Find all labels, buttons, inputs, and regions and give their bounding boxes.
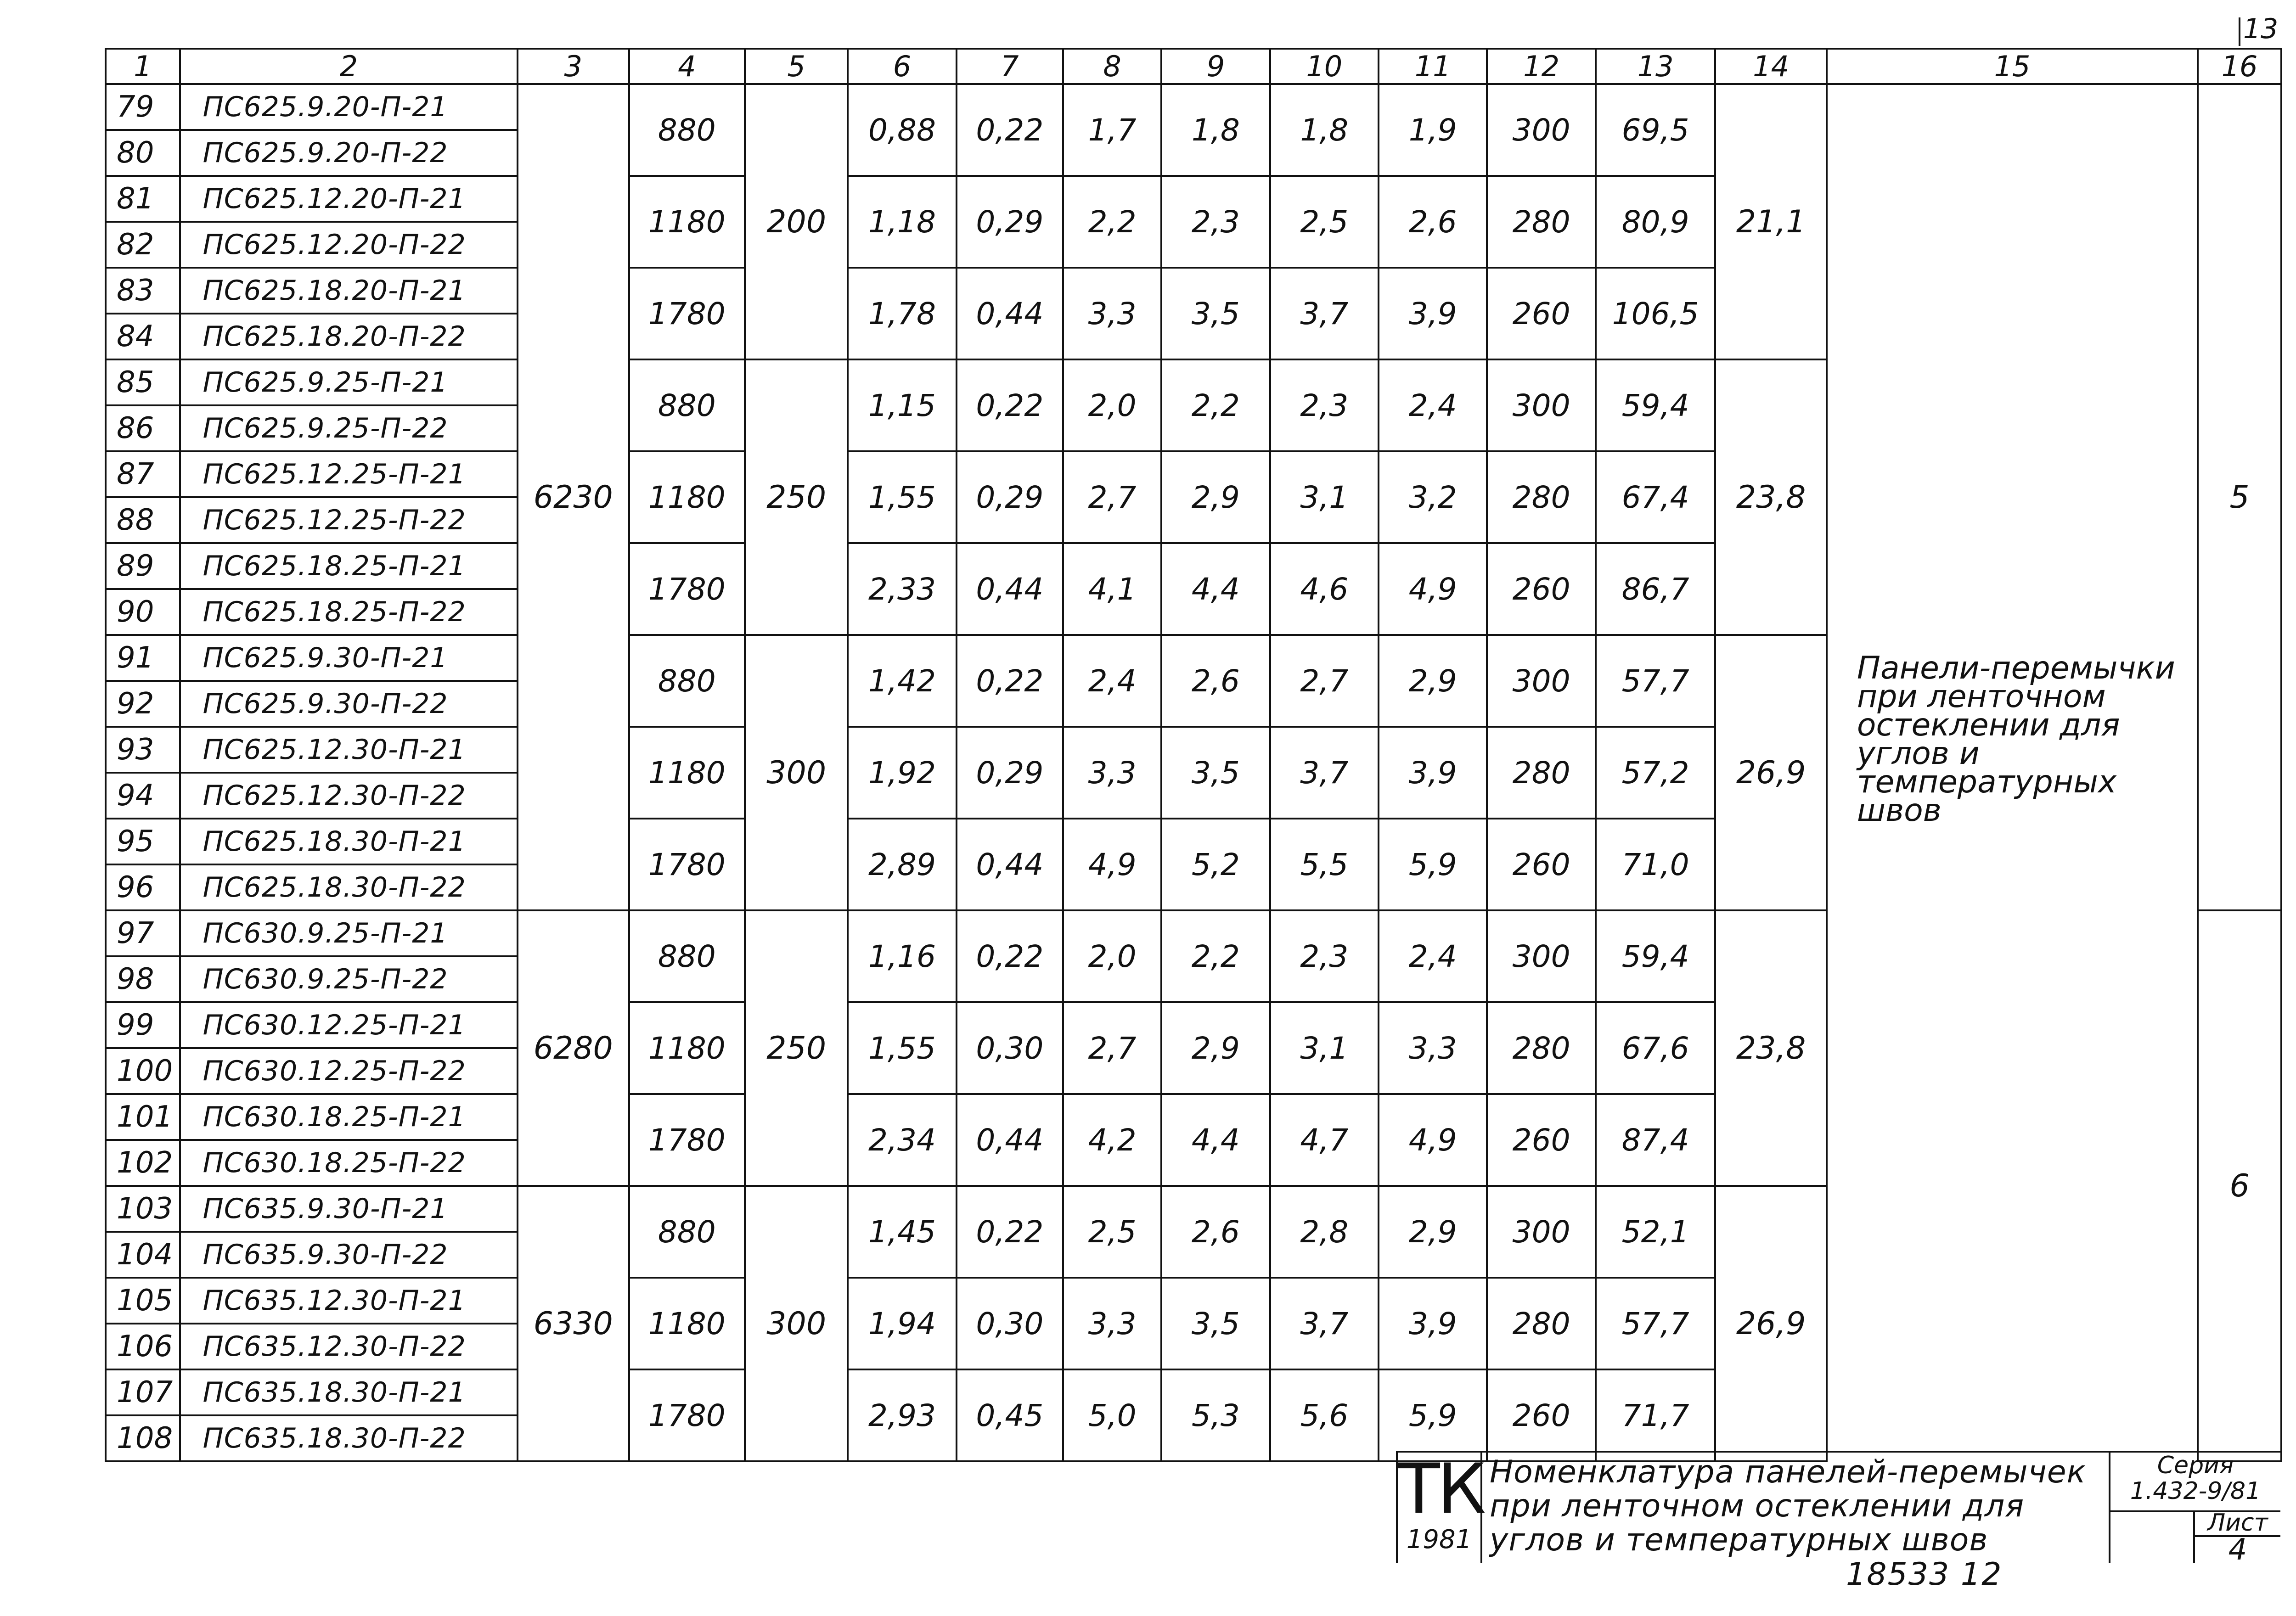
row-number: 102 bbox=[106, 1140, 180, 1186]
column-header-3: 3 bbox=[518, 49, 629, 84]
column-header-4: 4 bbox=[629, 49, 745, 84]
value-c6: 1,15 bbox=[848, 359, 956, 451]
panel-mark: ПС635.9.30-П-22 bbox=[180, 1232, 518, 1278]
description-cell: Панели-перемычки при ленточном остеклении для углов и температурных швов bbox=[1827, 84, 2198, 1461]
value-c6: 0,88 bbox=[848, 84, 956, 176]
height-value: 250 bbox=[745, 359, 848, 635]
panel-mark: ПС635.12.30-П-22 bbox=[180, 1324, 518, 1369]
row-number: 90 bbox=[106, 589, 180, 635]
value-c12: 300 bbox=[1487, 1186, 1595, 1278]
value-c12: 280 bbox=[1487, 1002, 1595, 1094]
value-c7: 0,22 bbox=[957, 1186, 1063, 1278]
value-c12: 300 bbox=[1487, 635, 1595, 727]
value-c13: 106,5 bbox=[1596, 268, 1716, 359]
series-cell bbox=[2109, 1453, 2280, 1512]
panel-mark: ПС625.12.20-П-21 bbox=[180, 176, 518, 222]
header-row bbox=[106, 49, 2281, 84]
panel-mark: ПС625.9.25-П-22 bbox=[180, 405, 518, 451]
note-value: 5 bbox=[2198, 84, 2281, 910]
row-number: 87 bbox=[106, 451, 180, 497]
value-c10: 2,3 bbox=[1270, 910, 1379, 1002]
panel-mark: ПС625.12.30-П-21 bbox=[180, 727, 518, 773]
value-c12: 260 bbox=[1487, 1094, 1595, 1186]
value-c6: 1,55 bbox=[848, 451, 956, 543]
series-value: 1.432-9/81 bbox=[2130, 1477, 2261, 1505]
width-value: 880 bbox=[629, 359, 745, 451]
panel-mark: ПС630.12.25-П-22 bbox=[180, 1048, 518, 1094]
value-c13: 59,4 bbox=[1596, 910, 1716, 1002]
value-c8: 4,1 bbox=[1063, 543, 1161, 635]
value-c10: 3,1 bbox=[1270, 1002, 1379, 1094]
row-number: 88 bbox=[106, 497, 180, 543]
value-c8: 3,3 bbox=[1063, 727, 1161, 819]
value-c14: 21,1 bbox=[1715, 84, 1826, 359]
column-header-14: 14 bbox=[1715, 49, 1826, 84]
column-header-10: 10 bbox=[1270, 49, 1379, 84]
value-c11: 2,4 bbox=[1379, 910, 1487, 1002]
value-c9: 1,8 bbox=[1161, 84, 1270, 176]
panel-mark: ПС635.18.30-П-21 bbox=[180, 1369, 518, 1415]
column-header-7: 7 bbox=[957, 49, 1063, 84]
value-c10: 4,6 bbox=[1270, 543, 1379, 635]
value-c10: 5,5 bbox=[1270, 819, 1379, 910]
value-c12: 260 bbox=[1487, 819, 1595, 910]
table-row bbox=[106, 84, 2281, 130]
column-header-11: 11 bbox=[1379, 49, 1487, 84]
value-c11: 1,9 bbox=[1379, 84, 1487, 176]
value-c11: 2,4 bbox=[1379, 359, 1487, 451]
value-c7: 0,44 bbox=[957, 819, 1063, 910]
value-c6: 2,89 bbox=[848, 819, 956, 910]
value-c9: 2,3 bbox=[1161, 176, 1270, 268]
value-c14: 26,9 bbox=[1715, 635, 1826, 910]
value-c6: 1,18 bbox=[848, 176, 956, 268]
value-c11: 3,3 bbox=[1379, 1002, 1487, 1094]
value-c9: 5,3 bbox=[1161, 1369, 1270, 1461]
column-header-13: 13 bbox=[1596, 49, 1716, 84]
row-number: 85 bbox=[106, 359, 180, 405]
width-value: 1780 bbox=[629, 819, 745, 910]
value-c9: 2,6 bbox=[1161, 1186, 1270, 1278]
value-c10: 2,7 bbox=[1270, 635, 1379, 727]
value-c8: 3,3 bbox=[1063, 1278, 1161, 1369]
value-c8: 2,7 bbox=[1063, 1002, 1161, 1094]
row-number: 91 bbox=[106, 635, 180, 681]
width-value: 1780 bbox=[629, 543, 745, 635]
row-number: 104 bbox=[106, 1232, 180, 1278]
value-c8: 4,9 bbox=[1063, 819, 1161, 910]
row-number: 84 bbox=[106, 314, 180, 359]
value-c6: 1,16 bbox=[848, 910, 956, 1002]
value-c11: 2,9 bbox=[1379, 1186, 1487, 1278]
value-c11: 2,9 bbox=[1379, 635, 1487, 727]
value-c10: 3,7 bbox=[1270, 1278, 1379, 1369]
value-c9: 2,2 bbox=[1161, 359, 1270, 451]
value-c8: 2,7 bbox=[1063, 451, 1161, 543]
row-number: 108 bbox=[106, 1415, 180, 1461]
value-c13: 59,4 bbox=[1596, 359, 1716, 451]
value-c11: 4,9 bbox=[1379, 543, 1487, 635]
row-number: 105 bbox=[106, 1278, 180, 1324]
value-c11: 3,2 bbox=[1379, 451, 1487, 543]
length-value: 6280 bbox=[518, 910, 629, 1186]
value-c11: 3,9 bbox=[1379, 1278, 1487, 1369]
document-title: Номенклатура панелей-перемычек при ленточном остеклении для углов и температурных швов bbox=[1490, 1454, 2086, 1558]
value-c12: 300 bbox=[1487, 84, 1595, 176]
width-value: 1780 bbox=[629, 1369, 745, 1461]
value-c10: 5,6 bbox=[1270, 1369, 1379, 1461]
row-number: 80 bbox=[106, 130, 180, 176]
width-value: 1780 bbox=[629, 1094, 745, 1186]
value-c13: 67,6 bbox=[1596, 1002, 1716, 1094]
series-label: Серия bbox=[2157, 1452, 2234, 1479]
sheet-number-rule bbox=[2239, 17, 2240, 46]
height-value: 200 bbox=[745, 84, 848, 359]
value-c10: 3,7 bbox=[1270, 727, 1379, 819]
row-number: 92 bbox=[106, 681, 180, 727]
value-c10: 3,1 bbox=[1270, 451, 1379, 543]
value-c7: 0,22 bbox=[957, 635, 1063, 727]
panel-mark: ПС630.9.25-П-22 bbox=[180, 956, 518, 1002]
nomenclature-table bbox=[105, 48, 2282, 1462]
value-c12: 260 bbox=[1487, 1369, 1595, 1461]
row-number: 98 bbox=[106, 956, 180, 1002]
value-c7: 0,22 bbox=[957, 910, 1063, 1002]
value-c10: 1,8 bbox=[1270, 84, 1379, 176]
value-c13: 52,1 bbox=[1596, 1186, 1716, 1278]
value-c13: 57,7 bbox=[1596, 1278, 1716, 1369]
value-c7: 0,44 bbox=[957, 268, 1063, 359]
row-number: 83 bbox=[106, 268, 180, 314]
panel-mark: ПС625.18.30-П-22 bbox=[180, 864, 518, 910]
length-value: 6230 bbox=[518, 84, 629, 910]
panel-mark: ПС625.12.25-П-21 bbox=[180, 451, 518, 497]
value-c9: 2,9 bbox=[1161, 451, 1270, 543]
value-c12: 280 bbox=[1487, 176, 1595, 268]
value-c9: 2,2 bbox=[1161, 910, 1270, 1002]
value-c10: 2,5 bbox=[1270, 176, 1379, 268]
value-c9: 2,9 bbox=[1161, 1002, 1270, 1094]
value-c14: 26,9 bbox=[1715, 1186, 1826, 1461]
row-number: 107 bbox=[106, 1369, 180, 1415]
value-c10: 3,7 bbox=[1270, 268, 1379, 359]
panel-mark: ПС625.9.20-П-21 bbox=[180, 84, 518, 130]
value-c6: 1,92 bbox=[848, 727, 956, 819]
value-c11: 3,9 bbox=[1379, 268, 1487, 359]
width-value: 880 bbox=[629, 910, 745, 1002]
value-c14: 23,8 bbox=[1715, 910, 1826, 1186]
value-c7: 0,30 bbox=[957, 1278, 1063, 1369]
value-c9: 4,4 bbox=[1161, 1094, 1270, 1186]
sheet-value: 4 bbox=[2193, 1537, 2280, 1563]
value-c6: 2,93 bbox=[848, 1369, 956, 1461]
width-value: 1780 bbox=[629, 268, 745, 359]
value-c8: 3,3 bbox=[1063, 268, 1161, 359]
value-c10: 4,7 bbox=[1270, 1094, 1379, 1186]
panel-mark: ПС625.12.30-П-22 bbox=[180, 773, 518, 819]
org-year: 1981 bbox=[1406, 1525, 1472, 1554]
value-c13: 57,7 bbox=[1596, 635, 1716, 727]
value-c8: 2,2 bbox=[1063, 176, 1161, 268]
column-header-16: 16 bbox=[2198, 49, 2281, 84]
panel-mark: ПС630.9.25-П-21 bbox=[180, 910, 518, 956]
column-header-12: 12 bbox=[1487, 49, 1595, 84]
value-c9: 3,5 bbox=[1161, 1278, 1270, 1369]
value-c11: 5,9 bbox=[1379, 1369, 1487, 1461]
value-c13: 80,9 bbox=[1596, 176, 1716, 268]
value-c6: 1,45 bbox=[848, 1186, 956, 1278]
value-c12: 280 bbox=[1487, 727, 1595, 819]
panel-mark: ПС625.12.25-П-22 bbox=[180, 497, 518, 543]
width-value: 1180 bbox=[629, 176, 745, 268]
panel-mark: ПС635.9.30-П-21 bbox=[180, 1186, 518, 1232]
length-value: 6330 bbox=[518, 1186, 629, 1461]
value-c7: 0,29 bbox=[957, 727, 1063, 819]
panel-mark: ПС625.18.25-П-22 bbox=[180, 589, 518, 635]
value-c7: 0,44 bbox=[957, 543, 1063, 635]
row-number: 86 bbox=[106, 405, 180, 451]
width-value: 880 bbox=[629, 84, 745, 176]
row-number: 99 bbox=[106, 1002, 180, 1048]
value-c7: 0,22 bbox=[957, 84, 1063, 176]
value-c9: 5,2 bbox=[1161, 819, 1270, 910]
row-number: 95 bbox=[106, 819, 180, 864]
value-c8: 2,5 bbox=[1063, 1186, 1161, 1278]
value-c11: 3,9 bbox=[1379, 727, 1487, 819]
value-c9: 4,4 bbox=[1161, 543, 1270, 635]
value-c13: 57,2 bbox=[1596, 727, 1716, 819]
panel-mark: ПС625.18.25-П-21 bbox=[180, 543, 518, 589]
column-header-2: 2 bbox=[180, 49, 518, 84]
panel-mark: ПС625.18.30-П-21 bbox=[180, 819, 518, 864]
row-number: 79 bbox=[106, 84, 180, 130]
table-body bbox=[106, 84, 2281, 1461]
value-c7: 0,44 bbox=[957, 1094, 1063, 1186]
value-c9: 2,6 bbox=[1161, 635, 1270, 727]
value-c7: 0,45 bbox=[957, 1369, 1063, 1461]
value-c13: 69,5 bbox=[1596, 84, 1716, 176]
row-number: 93 bbox=[106, 727, 180, 773]
value-c12: 280 bbox=[1487, 451, 1595, 543]
panel-mark: ПС630.18.25-П-21 bbox=[180, 1094, 518, 1140]
width-value: 1180 bbox=[629, 727, 745, 819]
panel-mark: ПС625.9.20-П-22 bbox=[180, 130, 518, 176]
value-c12: 260 bbox=[1487, 543, 1595, 635]
row-number: 89 bbox=[106, 543, 180, 589]
value-c7: 0,30 bbox=[957, 1002, 1063, 1094]
value-c13: 86,7 bbox=[1596, 543, 1716, 635]
value-c13: 71,0 bbox=[1596, 819, 1716, 910]
value-c9: 3,5 bbox=[1161, 727, 1270, 819]
value-c6: 2,33 bbox=[848, 543, 956, 635]
note-value: 6 bbox=[2198, 910, 2281, 1461]
column-header-1: 1 bbox=[106, 49, 180, 84]
value-c6: 1,78 bbox=[848, 268, 956, 359]
row-number: 100 bbox=[106, 1048, 180, 1094]
value-c14: 23,8 bbox=[1715, 359, 1826, 635]
value-c6: 1,42 bbox=[848, 635, 956, 727]
value-c8: 4,2 bbox=[1063, 1094, 1161, 1186]
value-c11: 2,6 bbox=[1379, 176, 1487, 268]
width-value: 1180 bbox=[629, 451, 745, 543]
value-c7: 0,22 bbox=[957, 359, 1063, 451]
value-c12: 260 bbox=[1487, 268, 1595, 359]
row-number: 96 bbox=[106, 864, 180, 910]
value-c8: 2,0 bbox=[1063, 910, 1161, 1002]
panel-mark: ПС625.9.30-П-22 bbox=[180, 681, 518, 727]
column-header-8: 8 bbox=[1063, 49, 1161, 84]
row-number: 94 bbox=[106, 773, 180, 819]
title-block bbox=[1396, 1449, 2280, 1567]
inventory-number: 18533 12 bbox=[1846, 1556, 2003, 1593]
row-number: 101 bbox=[106, 1094, 180, 1140]
height-value: 300 bbox=[745, 635, 848, 910]
panel-mark: ПС625.18.20-П-21 bbox=[180, 268, 518, 314]
width-value: 1180 bbox=[629, 1002, 745, 1094]
row-number: 82 bbox=[106, 222, 180, 268]
value-c13: 87,4 bbox=[1596, 1094, 1716, 1186]
height-value: 250 bbox=[745, 910, 848, 1186]
value-c7: 0,29 bbox=[957, 451, 1063, 543]
value-c8: 1,7 bbox=[1063, 84, 1161, 176]
row-number: 106 bbox=[106, 1324, 180, 1369]
sheet-cell bbox=[2109, 1509, 2280, 1567]
row-number: 103 bbox=[106, 1186, 180, 1232]
value-c7: 0,29 bbox=[957, 176, 1063, 268]
panel-mark: ПС625.9.30-П-21 bbox=[180, 635, 518, 681]
value-c13: 67,4 bbox=[1596, 451, 1716, 543]
value-c8: 2,4 bbox=[1063, 635, 1161, 727]
value-c9: 3,5 bbox=[1161, 268, 1270, 359]
column-header-5: 5 bbox=[745, 49, 848, 84]
column-header-15: 15 bbox=[1827, 49, 2198, 84]
value-c11: 5,9 bbox=[1379, 819, 1487, 910]
value-c12: 300 bbox=[1487, 910, 1595, 1002]
column-header-9: 9 bbox=[1161, 49, 1270, 84]
value-c13: 71,7 bbox=[1596, 1369, 1716, 1461]
width-value: 1180 bbox=[629, 1278, 745, 1369]
value-c11: 4,9 bbox=[1379, 1094, 1487, 1186]
width-value: 880 bbox=[629, 635, 745, 727]
sheet-label: Лист bbox=[2193, 1510, 2280, 1537]
panel-mark: ПС630.18.25-П-22 bbox=[180, 1140, 518, 1186]
panel-mark: ПС635.12.30-П-21 bbox=[180, 1278, 518, 1324]
org-mark: ТК bbox=[1398, 1449, 1484, 1529]
value-c6: 2,34 bbox=[848, 1094, 956, 1186]
value-c10: 2,3 bbox=[1270, 359, 1379, 451]
height-value: 300 bbox=[745, 1186, 848, 1461]
value-c6: 1,94 bbox=[848, 1278, 956, 1369]
width-value: 880 bbox=[629, 1186, 745, 1278]
row-number: 81 bbox=[106, 176, 180, 222]
value-c10: 2,8 bbox=[1270, 1186, 1379, 1278]
panel-mark: ПС625.12.20-П-22 bbox=[180, 222, 518, 268]
panel-mark: ПС625.9.25-П-21 bbox=[180, 359, 518, 405]
panel-mark: ПС630.12.25-П-21 bbox=[180, 1002, 518, 1048]
value-c12: 300 bbox=[1487, 359, 1595, 451]
panel-mark: ПС635.18.30-П-22 bbox=[180, 1415, 518, 1461]
column-header-6: 6 bbox=[848, 49, 956, 84]
value-c6: 1,55 bbox=[848, 1002, 956, 1094]
org-cell bbox=[1398, 1449, 1484, 1563]
panel-mark: ПС625.18.20-П-22 bbox=[180, 314, 518, 359]
sheet-number: 13 bbox=[2243, 13, 2279, 45]
row-number: 97 bbox=[106, 910, 180, 956]
value-c12: 280 bbox=[1487, 1278, 1595, 1369]
value-c8: 2,0 bbox=[1063, 359, 1161, 451]
value-c8: 5,0 bbox=[1063, 1369, 1161, 1461]
